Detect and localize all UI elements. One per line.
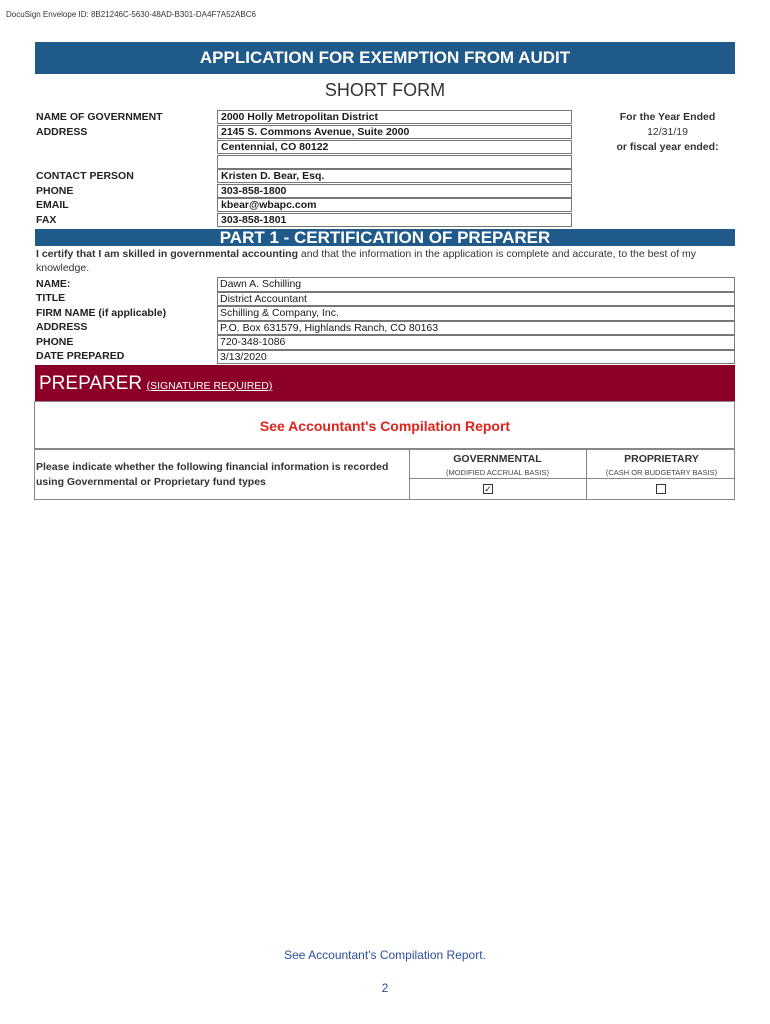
date-prepared-field[interactable]: 3/13/2020 — [217, 350, 735, 365]
form-title: APPLICATION FOR EXEMPTION FROM AUDIT — [35, 42, 735, 74]
form-subtitle: SHORT FORM — [324, 80, 446, 100]
label-preparer-phone: PHONE — [36, 336, 74, 348]
footer-compilation-note: See Accountant's Compilation Report. — [284, 948, 486, 962]
firm-name-field[interactable]: Schilling & Company, Inc. — [217, 306, 735, 321]
proprietary-column — [588, 453, 735, 477]
label-contact-person: CONTACT PERSON — [36, 170, 134, 182]
address-line3-field[interactable] — [217, 155, 572, 169]
contact-person-field[interactable]: Kristen D. Bear, Esq. — [217, 169, 572, 183]
email-field[interactable]: kbear@wbapc.com — [217, 198, 572, 212]
preparer-name-field[interactable]: Dawn A. Schilling — [217, 277, 735, 292]
label-phone: PHONE — [36, 185, 74, 197]
label-preparer-address: ADDRESS — [36, 321, 88, 333]
envelope-id: DocuSign Envelope ID: 8B21246C-5630-48AD-B301-DA4F7A52ABC6 — [6, 10, 256, 19]
fax-field[interactable]: 303-858-1801 — [217, 213, 572, 227]
proprietary-label: PROPRIETARY — [624, 453, 699, 465]
label-email: EMAIL — [36, 199, 69, 211]
fund-type-question: Please indicate whether the following financial information is recorded using Governmental or Proprietary fund types — [36, 461, 389, 488]
year-ended-date: 12/31/19 — [647, 126, 688, 138]
certification-rest: and that the information in the application is complete and accurate, to the best of my knowledge. — [36, 248, 697, 274]
label-government-address: ADDRESS — [36, 126, 88, 138]
signature-required-note: (SIGNATURE REQUIRED) — [146, 380, 273, 392]
fund-divider-row — [409, 478, 735, 479]
certification-bold: I certify that I am skilled in governmental accounting — [36, 248, 298, 260]
compilation-report-note: See Accountant's Compilation Report — [259, 418, 511, 434]
governmental-label: GOVERNMENTAL — [453, 453, 542, 465]
label-preparer-name: NAME: — [36, 278, 71, 290]
proprietary-basis: (CASH OR BUDGETARY BASIS) — [605, 468, 718, 477]
label-date-prepared: DATE PREPARED — [36, 350, 125, 362]
preparer-phone-field[interactable]: 720-348-1086 — [217, 335, 735, 350]
governmental-column — [410, 453, 585, 477]
label-government-name: NAME OF GOVERNMENT — [36, 111, 163, 123]
preparer-label: PREPARER — [39, 373, 143, 394]
address-line1-field[interactable]: 2145 S. Commons Avenue, Suite 2000 — [217, 125, 572, 139]
label-preparer-title: TITLE — [36, 292, 66, 304]
preparer-address-field[interactable]: P.O. Box 631579, Highlands Ranch, CO 80163 — [217, 321, 735, 336]
government-name-field[interactable]: 2000 Holly Metropolitan District — [217, 110, 572, 124]
preparer-title-field[interactable]: District Accountant — [217, 292, 735, 307]
part1-title: PART 1 - CERTIFICATION OF PREPARER — [35, 229, 735, 246]
label-fax: FAX — [36, 214, 57, 226]
fund-divider-2 — [586, 449, 587, 500]
proprietary-checkbox[interactable] — [656, 484, 666, 494]
governmental-basis: (MODIFIED ACCRUAL BASIS) — [445, 468, 550, 477]
preparer-bar — [35, 365, 735, 402]
governmental-checkbox[interactable]: ✓ — [484, 484, 492, 494]
phone-field[interactable]: 303-858-1800 — [217, 184, 572, 198]
label-firm-name: FIRM NAME (if applicable) — [36, 307, 167, 319]
certification-statement — [36, 247, 736, 275]
address-line2-field[interactable]: Centennial, CO 80122 — [217, 140, 572, 154]
page-number: 2 — [381, 981, 389, 995]
year-ended-label: For the Year Ended — [619, 111, 716, 123]
fiscal-year-label: or fiscal year ended: — [616, 141, 719, 153]
